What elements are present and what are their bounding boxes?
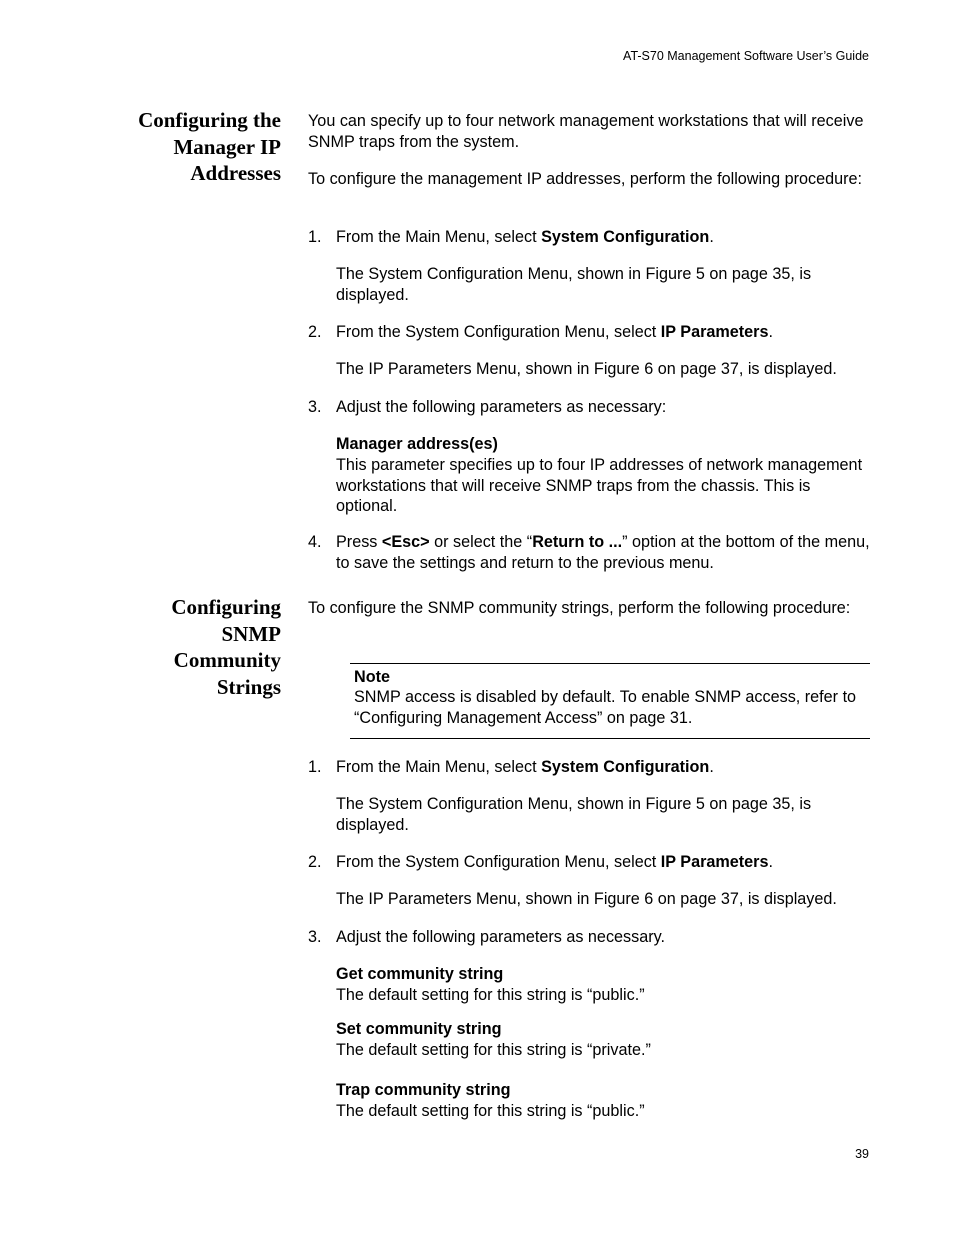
step-number: 3. <box>308 928 322 946</box>
parameter-manager-address <box>336 434 870 517</box>
step-text: Press <Esc> or select the “Return to ...” option at the bottom of the menu, to save the settings and return to the previous menu. <box>336 533 870 572</box>
heading-line: SNMP <box>221 621 281 646</box>
step-result: The System Configuration Menu, shown in Figure 5 on page 35, is displayed. <box>336 265 812 304</box>
heading-line: Configuring <box>171 595 281 619</box>
step-text: Adjust the following parameters as necessary. <box>336 928 666 946</box>
parameter-title: Set community string <box>336 1020 502 1038</box>
step-text: From the Main Menu, select System Configuration. <box>336 758 714 776</box>
step-result: The IP Parameters Menu, shown in Figure 6 on page 37, is displayed. <box>336 360 837 378</box>
step-number: 3. <box>308 398 322 416</box>
parameter-title: Trap community string <box>336 1081 511 1099</box>
step-text: From the System Configuration Menu, select IP Parameters. <box>336 853 773 871</box>
heading-line: Addresses <box>190 161 281 185</box>
step-number: 2. <box>308 853 322 871</box>
paragraph: To configure the management IP addresses, perform the following procedure: <box>308 170 862 188</box>
step-text: From the System Configuration Menu, select IP Parameters. <box>336 323 773 341</box>
note-title: Note <box>354 668 390 686</box>
parameter-title: Get community string <box>336 965 504 983</box>
step-text: From the Main Menu, select System Configuration. <box>336 228 714 246</box>
section-heading-manager-ip <box>100 107 281 187</box>
paragraph: To configure the SNMP community strings, perform the following procedure: <box>308 599 851 617</box>
parameter-title: Manager address(es) <box>336 435 498 453</box>
step-number: 1. <box>308 228 322 246</box>
parameter-set-community <box>336 1019 870 1061</box>
step-text: Adjust the following parameters as necessary: <box>336 398 667 416</box>
step-number: 1. <box>308 758 322 776</box>
parameter-description: The default setting for this string is “public.” <box>336 985 645 1004</box>
page-number: 39 <box>855 1147 869 1161</box>
step-number: 4. <box>308 533 322 551</box>
step-number: 2. <box>308 323 322 341</box>
step-result: The System Configuration Menu, shown in Figure 5 on page 35, is displayed. <box>336 795 812 834</box>
heading-line: Strings <box>216 674 281 699</box>
parameter-description: The default setting for this string is “public.” <box>336 1101 645 1120</box>
note-box <box>350 663 870 739</box>
parameter-description: This parameter specifies up to four IP addresses of network management workstations that will receive SNMP traps from the chassis. This is optional. <box>336 455 863 516</box>
section-heading-snmp-community <box>100 594 281 700</box>
paragraph: You can specify up to four network management workstations that will receive SNMP traps from the system. <box>308 112 864 151</box>
heading-line: Configuring the <box>138 108 281 132</box>
parameter-description: The default setting for this string is “private.” <box>336 1040 651 1059</box>
heading-line: Manager IP <box>173 134 281 159</box>
parameter-get-community <box>336 964 870 1006</box>
parameter-trap-community <box>336 1080 870 1122</box>
note-body: SNMP access is disabled by default. To enable SNMP access, refer to “Configuring Management Access” on page 31. <box>354 688 857 727</box>
step-result: The IP Parameters Menu, shown in Figure 6 on page 37, is displayed. <box>336 890 837 908</box>
heading-line: Community <box>173 648 281 672</box>
running-header: AT-S70 Management Software User’s Guide <box>623 49 869 63</box>
